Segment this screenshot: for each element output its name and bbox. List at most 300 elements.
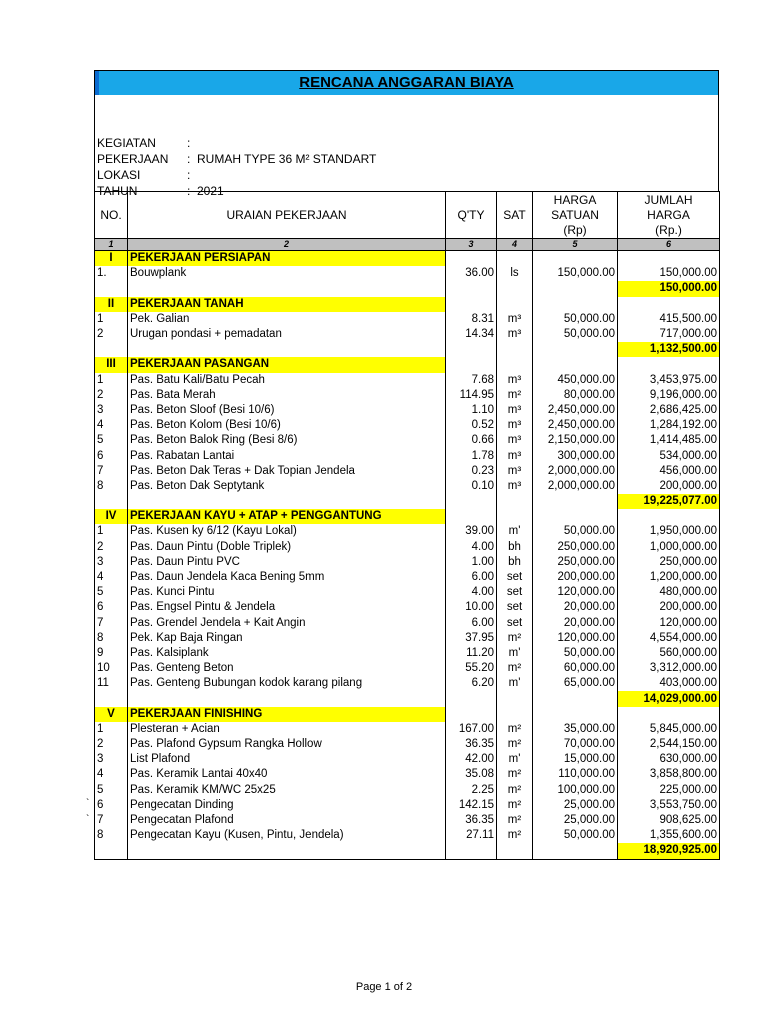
item-description: Pas. Batu Kali/Batu Pecah	[128, 373, 446, 388]
empty-cell	[533, 342, 618, 357]
item-unit: m²	[497, 631, 533, 646]
info-label: PEKERJAAN	[97, 152, 169, 166]
section-row	[95, 251, 720, 267]
item-description: Pas. Genteng Bubungan kodok karang pilang	[128, 676, 446, 691]
item-description: Pas. Beton Balok Ring (Besi 8/6)	[128, 433, 446, 448]
table-row	[95, 570, 720, 585]
item-amount: 717,000.00	[618, 327, 720, 342]
table-row	[95, 600, 720, 615]
table-row	[95, 479, 720, 494]
empty-cell	[497, 251, 533, 267]
item-amount: 120,000.00	[618, 616, 720, 631]
empty-cell	[533, 707, 618, 722]
item-description: Pas. Daun Pintu PVC	[128, 555, 446, 570]
item-unit: m²	[497, 737, 533, 752]
empty-cell	[497, 357, 533, 372]
item-amount: 560,000.00	[618, 646, 720, 661]
item-qty: 36.00	[446, 266, 497, 281]
item-qty: 11.20	[446, 646, 497, 661]
item-description: Pas. Bata Merah	[128, 388, 446, 403]
item-amount: 534,000.00	[618, 448, 720, 463]
item-number: 5	[95, 433, 128, 448]
empty-cell	[533, 843, 618, 859]
item-qty: 39.00	[446, 524, 497, 539]
item-unit-price: 50,000.00	[533, 646, 618, 661]
header-no: NO.	[95, 192, 128, 239]
section-total-row	[95, 843, 720, 859]
empty-cell	[497, 707, 533, 722]
item-description: Pas. Kalsiplank	[128, 646, 446, 661]
item-unit: m²	[497, 388, 533, 403]
empty-cell	[446, 281, 497, 296]
item-qty: 14.34	[446, 327, 497, 342]
item-qty: 6.20	[446, 676, 497, 691]
section-title: PEKERJAAN TANAH	[128, 297, 446, 312]
item-qty: 1.00	[446, 555, 497, 570]
empty-cell	[128, 342, 446, 357]
table-row	[95, 448, 720, 463]
item-unit-price: 250,000.00	[533, 555, 618, 570]
table-row	[95, 828, 720, 843]
item-description: Pas. Kusen ky 6/12 (Kayu Lokal)	[128, 524, 446, 539]
item-number: 4	[95, 418, 128, 433]
item-description: Pas. Keramik KM/WC 25x25	[128, 783, 446, 798]
item-number: 4	[95, 570, 128, 585]
empty-cell	[128, 691, 446, 706]
col-number: 5	[533, 239, 618, 251]
item-unit: m³	[497, 403, 533, 418]
item-amount: 250,000.00	[618, 555, 720, 570]
item-unit-price: 120,000.00	[533, 585, 618, 600]
item-description: Pas. Rabatan Lantai	[128, 448, 446, 463]
item-description: Bouwplank	[128, 266, 446, 281]
section-row	[95, 707, 720, 722]
item-number: 7	[95, 616, 128, 631]
empty-cell	[497, 509, 533, 524]
item-unit-price: 20,000.00	[533, 616, 618, 631]
item-description: Pengecatan Dinding	[128, 798, 446, 813]
col-number: 4	[497, 239, 533, 251]
item-description: Pek. Galian	[128, 312, 446, 327]
item-number: 6	[95, 448, 128, 463]
item-unit: m'	[497, 524, 533, 539]
item-amount: 1,284,192.00	[618, 418, 720, 433]
item-description: Pas. Engsel Pintu & Jendela	[128, 600, 446, 615]
item-unit-price: 65,000.00	[533, 676, 618, 691]
item-qty: 1.10	[446, 403, 497, 418]
item-number: 2	[95, 737, 128, 752]
item-unit: bh	[497, 540, 533, 555]
item-amount: 4,554,000.00	[618, 631, 720, 646]
section-total: 18,920,925.00	[618, 843, 720, 859]
item-unit: m²	[497, 828, 533, 843]
item-unit-price: 20,000.00	[533, 600, 618, 615]
item-qty: 142.15	[446, 798, 497, 813]
item-unit-price: 2,450,000.00	[533, 403, 618, 418]
table-row	[95, 418, 720, 433]
header-harga: HARGA SATUAN (Rp)	[533, 192, 618, 239]
item-description: Pas. Plafond Gypsum Rangka Hollow	[128, 737, 446, 752]
item-qty: 36.35	[446, 737, 497, 752]
info-label: TAHUN	[97, 184, 138, 198]
empty-cell	[446, 843, 497, 859]
item-number: 1	[95, 373, 128, 388]
empty-cell	[497, 843, 533, 859]
table-row	[95, 266, 720, 281]
item-number: 3	[95, 555, 128, 570]
col-number: 2	[128, 239, 446, 251]
item-amount: 1,200,000.00	[618, 570, 720, 585]
item-unit: ls	[497, 266, 533, 281]
item-number: 5	[95, 783, 128, 798]
info-label: KEGIATAN	[97, 136, 156, 150]
section-total: 19,225,077.00	[618, 494, 720, 509]
item-amount: 1,414,485.00	[618, 433, 720, 448]
empty-cell	[533, 251, 618, 267]
header-uraian: URAIAN PEKERJAAN	[128, 192, 446, 239]
item-unit: m'	[497, 676, 533, 691]
info-row-lokasi: LOKASI :	[97, 168, 191, 182]
empty-cell	[618, 357, 720, 372]
empty-cell	[618, 707, 720, 722]
empty-cell	[618, 509, 720, 524]
item-number: 2	[95, 540, 128, 555]
table-row	[95, 737, 720, 752]
table-row	[95, 631, 720, 646]
info-label: LOKASI	[97, 168, 141, 182]
item-unit-price: 15,000.00	[533, 752, 618, 767]
empty-cell	[497, 691, 533, 706]
item-number: 2	[95, 388, 128, 403]
item-description: Pas. Kunci Pintu	[128, 585, 446, 600]
item-unit-price: 70,000.00	[533, 737, 618, 752]
empty-cell	[533, 281, 618, 296]
item-number: 7	[95, 464, 128, 479]
empty-cell	[533, 297, 618, 312]
section-title: PEKERJAAN PASANGAN	[128, 357, 446, 372]
item-number: 11	[95, 676, 128, 691]
item-description: Pek. Kap Baja Ringan	[128, 631, 446, 646]
section-total-row	[95, 691, 720, 706]
section-title: PEKERJAAN FINISHING	[128, 707, 446, 722]
section-number: V	[95, 707, 128, 722]
item-unit: set	[497, 570, 533, 585]
item-number: 1	[95, 524, 128, 539]
item-unit: m³	[497, 433, 533, 448]
info-row-kegiatan: KEGIATAN :	[97, 136, 191, 150]
info-row-tahun: TAHUN : 2021	[97, 184, 224, 198]
empty-cell	[95, 342, 128, 357]
empty-cell	[95, 843, 128, 859]
empty-cell	[95, 691, 128, 706]
item-amount: 1,000,000.00	[618, 540, 720, 555]
title-bar	[94, 70, 719, 95]
item-unit: m'	[497, 646, 533, 661]
item-qty: 4.00	[446, 585, 497, 600]
table-row	[95, 555, 720, 570]
item-unit-price: 25,000.00	[533, 798, 618, 813]
empty-cell	[128, 843, 446, 859]
item-qty: 8.31	[446, 312, 497, 327]
item-unit: m²	[497, 813, 533, 828]
item-amount: 630,000.00	[618, 752, 720, 767]
item-unit: m³	[497, 418, 533, 433]
item-number: 2	[95, 327, 128, 342]
item-unit-price: 250,000.00	[533, 540, 618, 555]
item-amount: 908,625.00	[618, 813, 720, 828]
item-number: 9	[95, 646, 128, 661]
col-number: 1	[95, 239, 128, 251]
item-description: Urugan pondasi + pemadatan	[128, 327, 446, 342]
item-qty: 0.66	[446, 433, 497, 448]
item-amount: 9,196,000.00	[618, 388, 720, 403]
section-total: 150,000.00	[618, 281, 720, 296]
col-number: 3	[446, 239, 497, 251]
table-row	[95, 767, 720, 782]
empty-cell	[446, 342, 497, 357]
section-total: 1,132,500.00	[618, 342, 720, 357]
item-unit-price: 200,000.00	[533, 570, 618, 585]
item-unit-price: 50,000.00	[533, 828, 618, 843]
table-row	[95, 524, 720, 539]
item-description: Pengecatan Plafond	[128, 813, 446, 828]
item-qty: 36.35	[446, 813, 497, 828]
item-unit: m²	[497, 661, 533, 676]
item-qty: 6.00	[446, 616, 497, 631]
item-amount: 3,453,975.00	[618, 373, 720, 388]
section-row	[95, 357, 720, 372]
item-unit-price: 450,000.00	[533, 373, 618, 388]
table-row	[95, 433, 720, 448]
empty-cell	[446, 251, 497, 267]
item-unit-price: 50,000.00	[533, 524, 618, 539]
empty-cell	[446, 509, 497, 524]
item-qty: 4.00	[446, 540, 497, 555]
item-unit: m²	[497, 722, 533, 737]
section-number: IV	[95, 509, 128, 524]
empty-cell	[497, 281, 533, 296]
table-row	[95, 464, 720, 479]
page-title: RENCANA ANGGARAN BIAYA	[299, 74, 514, 91]
item-qty: 37.95	[446, 631, 497, 646]
info-row-pekerjaan: PEKERJAAN : RUMAH TYPE 36 M² STANDART	[97, 152, 377, 166]
empty-cell	[497, 342, 533, 357]
item-unit-price: 2,150,000.00	[533, 433, 618, 448]
table-row	[95, 646, 720, 661]
empty-cell	[446, 357, 497, 372]
item-unit: m³	[497, 327, 533, 342]
item-number: 6	[95, 600, 128, 615]
item-description: Pengecatan Kayu (Kusen, Pintu, Jendela)	[128, 828, 446, 843]
section-number: III	[95, 357, 128, 372]
item-amount: 3,858,800.00	[618, 767, 720, 782]
item-number: 8	[95, 828, 128, 843]
table-row	[95, 403, 720, 418]
info-block	[94, 95, 719, 198]
item-unit-price: 35,000.00	[533, 722, 618, 737]
item-amount: 3,312,000.00	[618, 661, 720, 676]
item-number: 1	[95, 722, 128, 737]
section-total-row	[95, 494, 720, 509]
table-row	[95, 373, 720, 388]
col-number: 6	[618, 239, 720, 251]
item-qty: 27.11	[446, 828, 497, 843]
item-qty: 35.08	[446, 767, 497, 782]
item-description: Pas. Grendel Jendela + Kait Angin	[128, 616, 446, 631]
item-description: Pas. Daun Jendela Kaca Bening 5mm	[128, 570, 446, 585]
item-unit-price: 2,450,000.00	[533, 418, 618, 433]
header-sat: SAT	[497, 192, 533, 239]
item-number: 10	[95, 661, 128, 676]
section-number: I	[95, 251, 128, 267]
empty-cell	[497, 494, 533, 509]
empty-cell	[446, 707, 497, 722]
table-row	[95, 327, 720, 342]
item-amount: 200,000.00	[618, 600, 720, 615]
section-row	[95, 297, 720, 312]
column-number-row	[95, 239, 720, 251]
empty-cell	[128, 494, 446, 509]
item-number: 8	[95, 479, 128, 494]
empty-cell	[618, 251, 720, 267]
item-number: 1	[95, 312, 128, 327]
info-value: RUMAH TYPE 36 M² STANDART	[197, 152, 377, 166]
empty-cell	[128, 281, 446, 296]
item-amount: 3,553,750.00	[618, 798, 720, 813]
item-unit: bh	[497, 555, 533, 570]
item-amount: 5,845,000.00	[618, 722, 720, 737]
info-value: 2021	[197, 184, 224, 198]
table-row	[95, 540, 720, 555]
page-footer: Page 1 of 2	[355, 981, 413, 993]
header-jumlah: JUMLAH HARGA (Rp.)	[618, 192, 720, 239]
item-unit-price: 150,000.00	[533, 266, 618, 281]
item-qty: 0.10	[446, 479, 497, 494]
item-unit: m³	[497, 479, 533, 494]
item-amount: 1,355,600.00	[618, 828, 720, 843]
section-row	[95, 509, 720, 524]
empty-cell	[533, 494, 618, 509]
item-unit-price: 300,000.00	[533, 448, 618, 463]
section-total-row	[95, 342, 720, 357]
item-unit: set	[497, 585, 533, 600]
table-row	[95, 312, 720, 327]
item-number: 5	[95, 585, 128, 600]
item-unit: m³	[497, 448, 533, 463]
item-number: 1.	[95, 266, 128, 281]
item-amount: 403,000.00	[618, 676, 720, 691]
item-description: Plesteran + Acian	[128, 722, 446, 737]
item-qty: 167.00	[446, 722, 497, 737]
table-row	[95, 798, 720, 813]
item-qty: 114.95	[446, 388, 497, 403]
item-amount: 150,000.00	[618, 266, 720, 281]
empty-cell	[533, 357, 618, 372]
rab-sheet	[94, 70, 719, 860]
item-unit-price: 60,000.00	[533, 661, 618, 676]
item-unit: m³	[497, 373, 533, 388]
table-row	[95, 616, 720, 631]
item-amount: 225,000.00	[618, 783, 720, 798]
item-unit-price: 50,000.00	[533, 312, 618, 327]
empty-cell	[618, 297, 720, 312]
item-unit-price: 2,000,000.00	[533, 464, 618, 479]
item-amount: 2,686,425.00	[618, 403, 720, 418]
item-description: Pas. Daun Pintu (Doble Triplek)	[128, 540, 446, 555]
empty-cell	[497, 297, 533, 312]
section-number: II	[95, 297, 128, 312]
item-unit: m'	[497, 752, 533, 767]
rab-table	[94, 191, 720, 860]
section-total-row	[95, 281, 720, 296]
empty-cell	[95, 494, 128, 509]
item-amount: 456,000.00	[618, 464, 720, 479]
item-amount: 2,544,150.00	[618, 737, 720, 752]
item-description: Pas. Beton Sloof (Besi 10/6)	[128, 403, 446, 418]
item-number: 3	[95, 403, 128, 418]
item-description: Pas. Beton Dak Teras + Dak Topian Jendela	[128, 464, 446, 479]
item-unit-price: 25,000.00	[533, 813, 618, 828]
item-amount: 1,950,000.00	[618, 524, 720, 539]
empty-cell	[533, 691, 618, 706]
item-number: 7	[95, 813, 128, 828]
item-qty: 1.78	[446, 448, 497, 463]
item-unit: set	[497, 616, 533, 631]
item-qty: 7.68	[446, 373, 497, 388]
table-row	[95, 783, 720, 798]
margin-mark: `	[86, 814, 90, 825]
section-title: PEKERJAAN KAYU + ATAP + PENGGANTUNG	[128, 509, 446, 524]
item-unit-price: 2,000,000.00	[533, 479, 618, 494]
item-number: 8	[95, 631, 128, 646]
item-number: 3	[95, 752, 128, 767]
item-description: Pas. Keramik Lantai 40x40	[128, 767, 446, 782]
section-title: PEKERJAAN PERSIAPAN	[128, 251, 446, 267]
item-qty: 10.00	[446, 600, 497, 615]
item-qty: 0.23	[446, 464, 497, 479]
item-unit-price: 100,000.00	[533, 783, 618, 798]
table-row	[95, 813, 720, 828]
header-qty: Q'TY	[446, 192, 497, 239]
item-amount: 200,000.00	[618, 479, 720, 494]
item-description: Pas. Beton Kolom (Besi 10/6)	[128, 418, 446, 433]
item-unit: m²	[497, 767, 533, 782]
table-row	[95, 722, 720, 737]
item-unit-price: 50,000.00	[533, 327, 618, 342]
item-unit: set	[497, 600, 533, 615]
item-unit: m²	[497, 783, 533, 798]
table-row	[95, 388, 720, 403]
margin-mark: `	[86, 798, 90, 809]
empty-cell	[446, 494, 497, 509]
item-qty: 0.52	[446, 418, 497, 433]
item-amount: 415,500.00	[618, 312, 720, 327]
title-bar-accent	[95, 71, 99, 95]
table-row	[95, 676, 720, 691]
empty-cell	[446, 297, 497, 312]
item-unit-price: 120,000.00	[533, 631, 618, 646]
item-unit-price: 80,000.00	[533, 388, 618, 403]
item-number: 6	[95, 798, 128, 813]
item-description: List Plafond	[128, 752, 446, 767]
item-unit: m²	[497, 798, 533, 813]
item-number: 4	[95, 767, 128, 782]
item-amount: 480,000.00	[618, 585, 720, 600]
item-unit: m³	[497, 464, 533, 479]
item-unit: m³	[497, 312, 533, 327]
item-unit-price: 110,000.00	[533, 767, 618, 782]
item-qty: 2.25	[446, 783, 497, 798]
